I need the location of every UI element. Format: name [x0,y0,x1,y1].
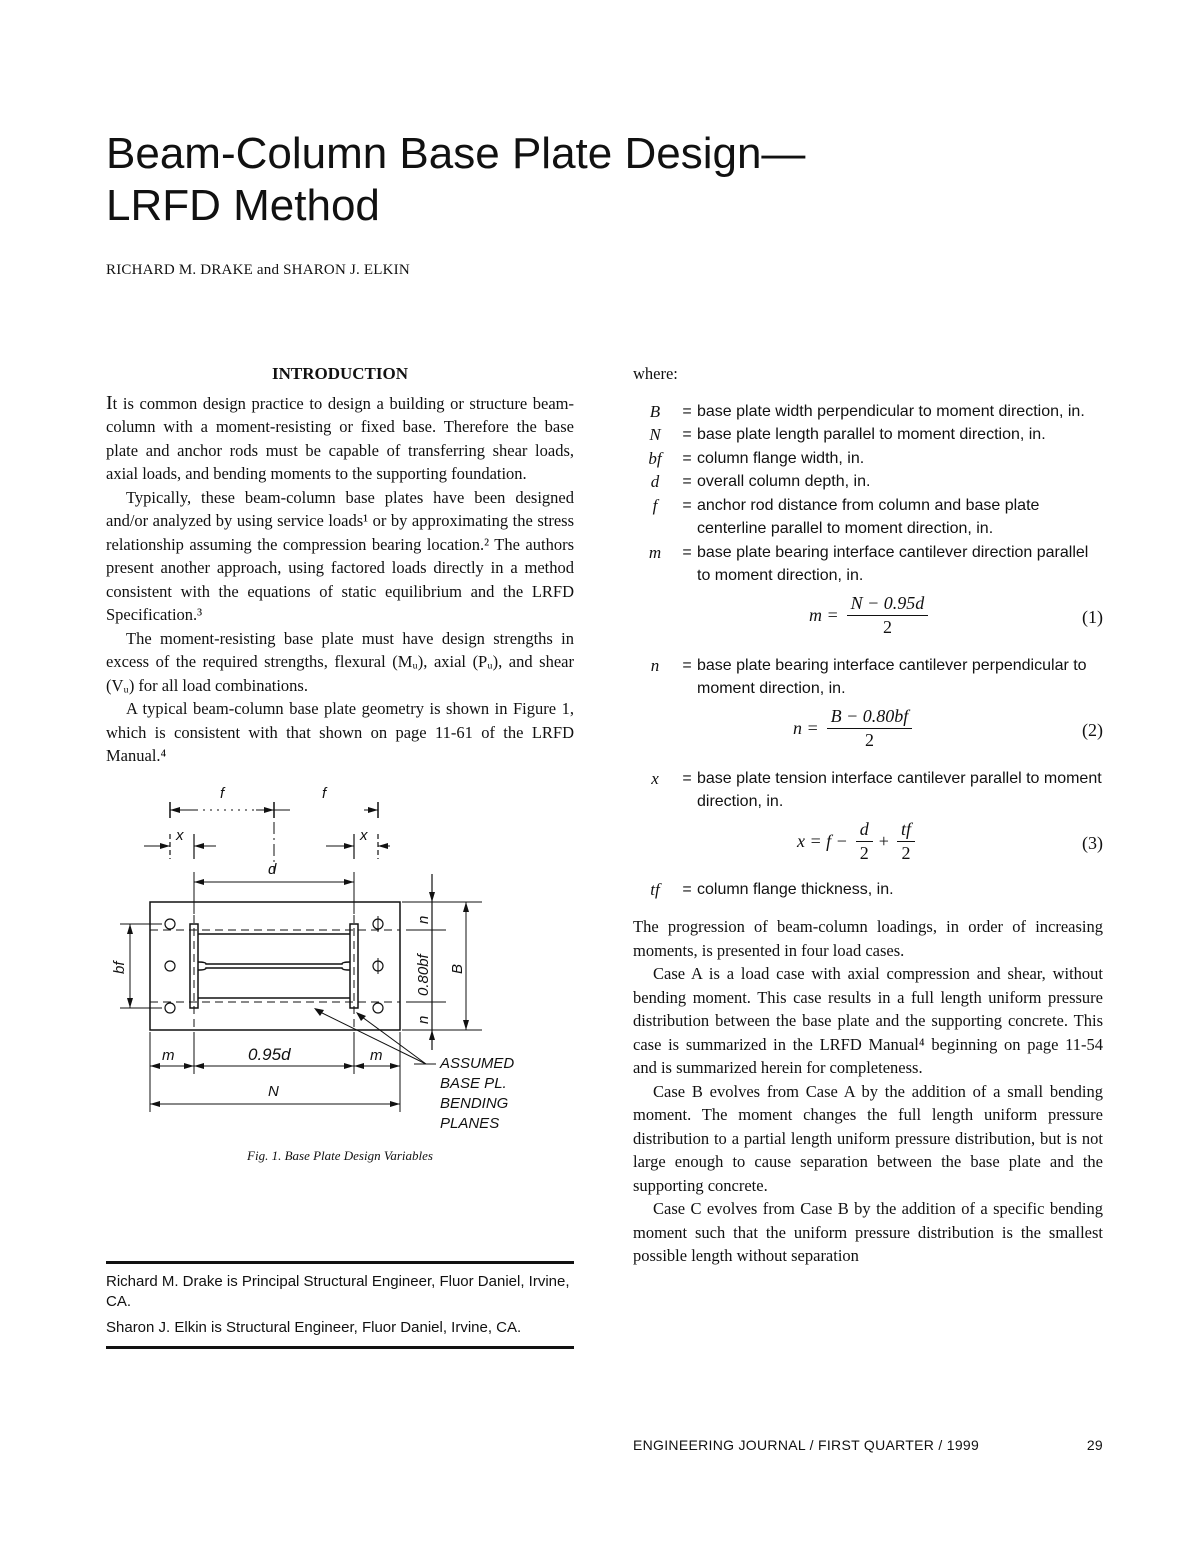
equals-sign: = [682,426,692,443]
label-n-top: n [415,915,432,924]
definition-symbol: x [651,768,659,788]
definition-symbol: d [650,472,660,491]
definition-row-x [633,767,1103,814]
intro-paragraph-3: The moment-resisting base plate must have design strengths in excess of the required strengths, flexural (Mᵤ), axial (Pᵤ), and shear (Vᵤ) for all load combinations. [106,628,574,695]
label-n-bottom: n [415,1015,432,1024]
variable-definitions [633,400,1103,588]
definition-row [633,470,1103,494]
equation-3-lhs: x = f − [797,830,848,851]
equation-1-body [809,592,928,640]
note-line-1: ASSUMED [440,1054,515,1072]
intro-initial-letter: I [106,391,113,414]
cases-paragraph-3: Case B evolves from Case A by the addition of a small bending moment. The moment changes the full length uniform pressure distribution to a partial length uniform pressure distribution, but is not large enough to cause separation between the base plate and the supporting concrete. [633,1081,1103,1195]
definition-row [633,494,1103,541]
definition-symbol: bf [648,448,662,468]
equation-3 [633,814,1103,878]
cases-paragraph-2: Case A is a load case with axial compression and shear, without bending moment. This case results in a full length uniform pressure distribution between the base plate and the supporting concrete. This case is summarized in the LRFD Manual⁴ beginning on page 11-54 and is summarized herein for completeness. [633,964,1103,1077]
equation-1 [633,588,1103,648]
definition-symbol: n [650,655,660,675]
equation-2-denominator: 2 [864,730,874,750]
intro-paragraph-1 [106,392,574,486]
title-line-2: LRFD Method [106,181,380,230]
equation-1-lhs: m = [809,604,839,625]
equation-1-numerator: N − 0.95d [847,592,929,617]
equation-3-tf-denominator: 2 [901,843,911,863]
equation-3-plus: + [878,830,889,851]
definition-text: anchor rod distance from column and base plate centerline parallel to moment direction, in. [697,496,1040,537]
definition-row [633,400,1103,424]
equals-sign: = [682,402,692,420]
label-B: B [449,963,466,974]
definition-text: base plate length parallel to moment direction, in. [697,426,1046,443]
definition-text: base plate width perpendicular to moment direction, in. [697,402,1085,420]
label-x-right: x [360,826,368,844]
definition-text: column flange width, in. [697,449,865,467]
label-f-right: f [322,784,327,802]
label-095d: 0.95d [248,1044,291,1064]
equation-2-numerator: B − 0.80bf [827,705,913,730]
equation-3-number: (3) [1082,832,1103,853]
left-column [106,362,574,1163]
article-title [106,128,1006,232]
equation-3-fraction-d [856,818,873,866]
bio-elkin: Sharon J. Elkin is Structural Engineer, Fluor Daniel, Irvine, CA. [106,1319,522,1336]
figure-1 [106,774,574,1163]
equals-sign: = [682,769,692,787]
equation-3-fraction-tf [897,818,915,866]
right-column [633,362,1103,1268]
base-plate-diagram [106,774,574,1139]
equation-2-body [793,705,912,753]
label-N: N [268,1082,279,1100]
definition-text: base plate bearing interface cantilever perpendicular to moment direction, in. [697,656,1087,697]
note-line-3: BENDING [440,1094,509,1112]
label-bf: bf [111,960,128,974]
definition-row [633,447,1103,471]
cases-paragraph-1: The progression of beam-column loadings, in order of increasing moments, is presented in four load cases. [633,917,1103,960]
label-d: d [268,860,277,878]
label-x-left: x [176,826,184,844]
figure-caption: Fig. 1. Base Plate Design Variables [247,1147,433,1163]
author-bio-box [106,1261,574,1349]
equation-3-tf-numerator: tf [897,818,915,843]
equals-sign: = [682,449,692,467]
where-label: where: [633,364,678,383]
definition-row-n [633,654,1103,701]
definition-symbol: N [649,425,661,444]
equation-2 [633,701,1103,761]
definition-text: column flange thickness, in. [697,880,894,898]
equals-sign: = [682,656,692,674]
note-line-2: BASE PL. [440,1074,507,1092]
label-m-right: m [370,1046,383,1064]
note-line-4: PLANES [440,1114,500,1132]
definition-symbol: tf [650,879,660,899]
intro-paragraph-4: A typical beam-column base plate geometry is shown in Figure 1, which is consistent with that shown on page 11-61 of the LRFD Manual.⁴ [106,699,574,765]
equation-2-fraction [827,705,913,753]
definition-symbol: B [649,401,661,421]
author-line: RICHARD M. DRAKE and SHARON J. ELKIN [106,262,410,278]
equals-sign: = [682,473,692,490]
definition-text: base plate tension interface cantilever parallel to moment direction, in. [697,769,1102,810]
title-line-1: Beam-Column Base Plate Design— [106,129,806,178]
equation-1-denominator: 2 [882,617,892,637]
cases-paragraph-4: Case C evolves from Case B by the addition of a specific bending moment such that the uniform pressure distribution is the smallest possible length without separation [633,1199,1103,1265]
definition-symbol: m [648,542,662,562]
equation-1-fraction [847,592,929,640]
page-footer [633,1437,1103,1453]
equation-2-lhs: n = [793,717,819,738]
equals-sign: = [682,496,692,514]
intro-paragraph-1-text: t is common design practice to design a building or structure beam-column with a moment-resisting or fixed base. Therefore the base plate and anchor rods must be capable of transferring shear loads, axial loads, and bending moments to the supporting foundation. [106,393,574,483]
page-number: 29 [1086,1437,1103,1453]
definition-symbol: f [652,495,658,515]
definition-row-tf [633,878,1103,902]
equation-2-number: (2) [1082,719,1103,740]
label-m-left: m [162,1046,175,1064]
equation-3-d-numerator: d [856,818,873,843]
equals-sign: = [682,880,692,898]
intro-paragraph-2: Typically, these beam-column base plates have been designed and/or analyzed by using service loads¹ or by approximating the stress relationship assuming the compression bearing location.² The authors present another approach, using factored loads directly in a method consistent with the equations of static equilibrium and the LRFD Specification.³ [106,487,574,624]
equation-1-number: (1) [1082,606,1103,627]
definition-row [633,423,1103,447]
equation-3-body [797,818,915,866]
equals-sign: = [682,543,692,561]
definition-row [633,541,1103,588]
label-f-left: f [220,784,225,802]
label-080bf: 0.80bf [415,953,432,996]
bio-drake: Richard M. Drake is Principal Structural Engineer, Fluor Daniel, Irvine, CA. [106,1273,570,1310]
introduction-heading: INTRODUCTION [271,364,409,383]
definition-text: overall column depth, in. [697,473,871,490]
definition-text: base plate bearing interface cantilever direction parallel to moment direction, in. [697,543,1089,584]
journal-name: ENGINEERING JOURNAL / FIRST QUARTER / 1999 [633,1437,980,1453]
equation-3-d-denominator: 2 [859,843,869,863]
